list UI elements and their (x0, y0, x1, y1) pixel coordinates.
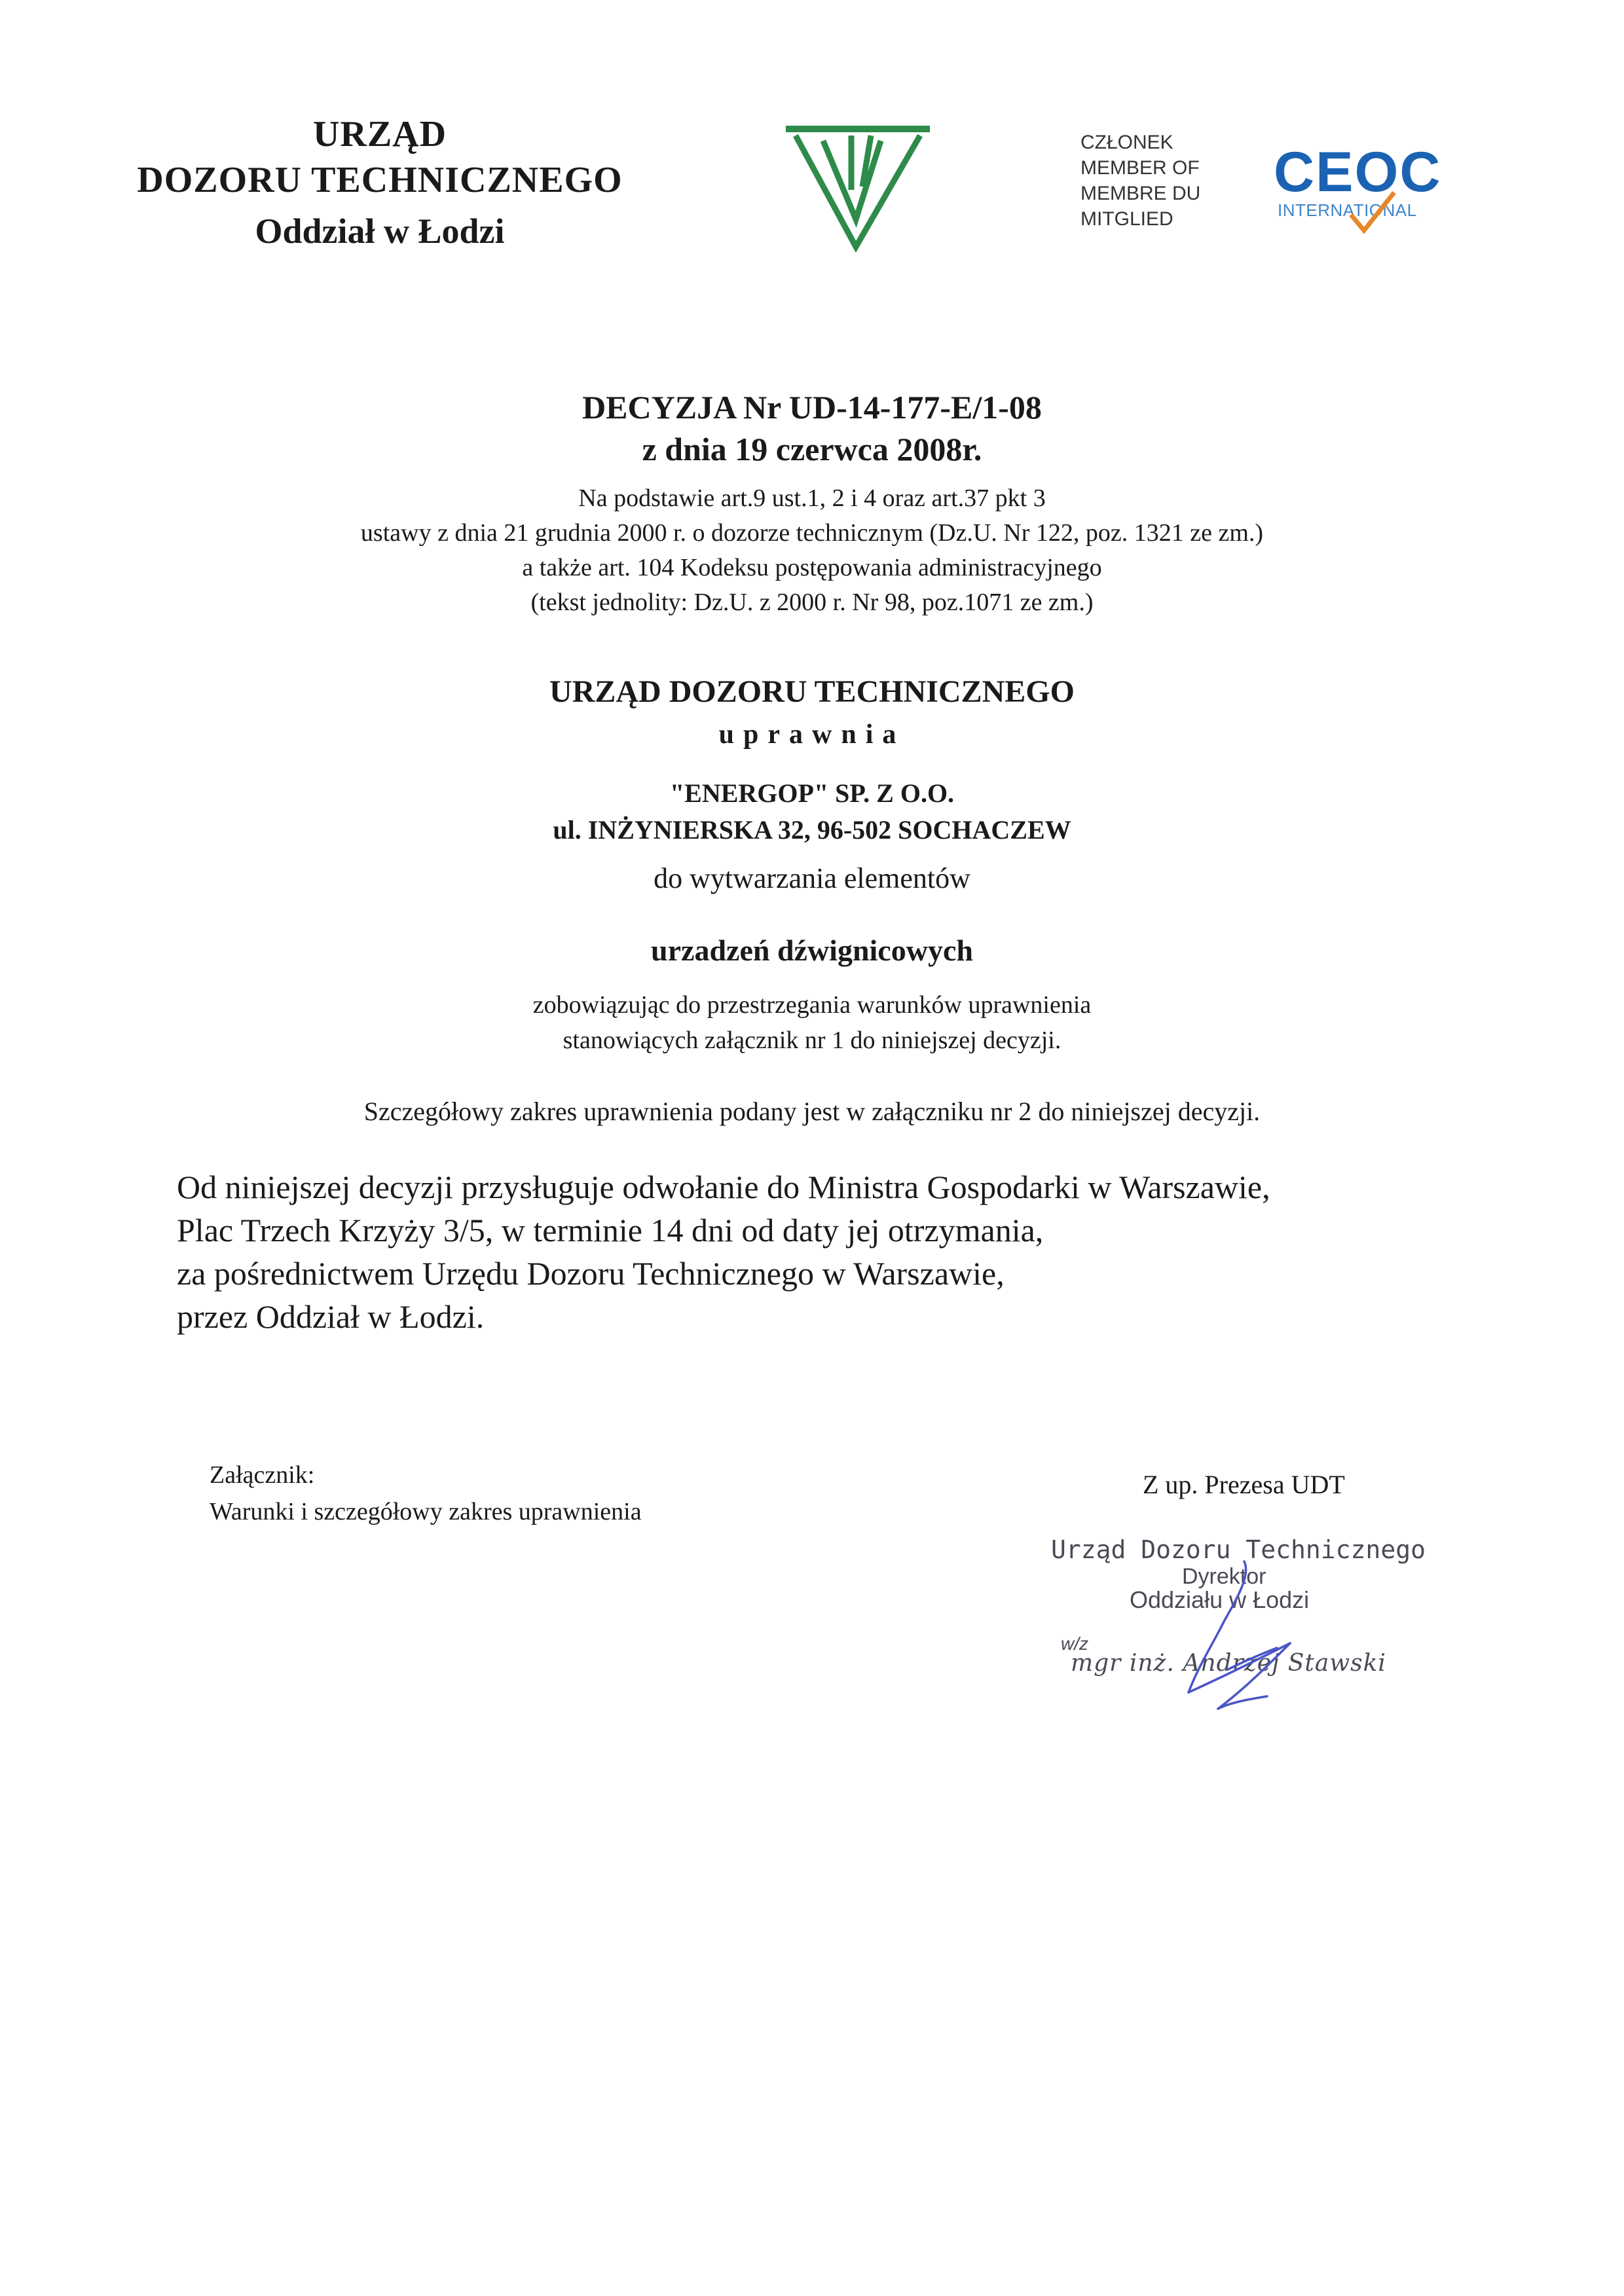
legal-basis-line: Na podstawie art.9 ust.1, 2 i 4 oraz art.37 pkt 3 (578, 484, 1046, 512)
ceoc-logo-subtitle: INTERNATIONAL (1278, 200, 1417, 220)
scope-item: urzadzeń dźwignicowych (651, 934, 973, 967)
conditions-line: zobowiązując do przestrzegania warunków uprawnienia (532, 991, 1092, 1019)
issuer-line-2: DOZORU TECHNICZNEGO (137, 160, 623, 200)
stamp-line-2: Dyrektor (1182, 1564, 1266, 1589)
ceoc-logo-word: CEOC (1274, 141, 1442, 204)
company-name: "ENERGOP" SP. Z O.O. (669, 778, 955, 808)
legal-basis (0, 481, 1624, 620)
issuer-header (98, 111, 661, 259)
grant-block (0, 669, 1624, 848)
decision-heading (0, 386, 1624, 470)
checkmark-icon (1346, 189, 1398, 234)
on-behalf-mark: w/z (1061, 1633, 1088, 1654)
scope-detail-note: Szczegółowy zakres uprawnienia podany jest w załączniku nr 2 do niniejszej decyzji. (363, 1097, 1261, 1126)
issuer-line-1: URZĄD (312, 114, 447, 155)
stamp-line-3: Oddziału w Łodzi (1130, 1586, 1310, 1613)
appeal-line: za pośrednictwem Urzędu Dozoru Technicznego w Warszawie, (177, 1255, 1005, 1292)
ceoc-logo (1274, 141, 1442, 241)
attachment-text: Warunki i szczegółowy zakres uprawnienia (210, 1498, 642, 1525)
attachment-label: Załącznik: (210, 1461, 315, 1489)
member-line: MEMBER OF (1080, 157, 1200, 179)
stamp-line-1: Urząd Dozoru Technicznego (1051, 1535, 1426, 1564)
udt-logo (783, 121, 933, 252)
ceoc-membership-text (1080, 130, 1200, 232)
scope-intro: do wytwarzania elementów (654, 862, 970, 894)
decision-number: DECYZJA Nr UD-14-177-E/1-08 (582, 389, 1042, 426)
conditions (0, 987, 1624, 1058)
attachment-note (210, 1457, 642, 1530)
company-address: ul. INŻYNIERSKA 32, 96-502 SOCHACZEW (553, 815, 1071, 845)
grant-verb: uprawnia (718, 720, 906, 750)
handwritten-signature (1126, 1535, 1362, 1725)
granting-authority: URZĄD DOZORU TECHNICZNEGO (549, 674, 1075, 709)
legal-basis-line: ustawy z dnia 21 grudnia 2000 r. o dozorze technicznym (Dz.U. Nr 122, poz. 1321 ze zm.) (360, 519, 1264, 547)
conditions-line: stanowiących załącznik nr 1 do niniejszej decyzji. (563, 1027, 1061, 1054)
member-line: CZŁONEK (1080, 132, 1173, 153)
signer-name: mgr inż. Andrzej Stawski (1071, 1650, 1386, 1677)
appeal-line: Plac Trzech Krzyży 3/5, w terminie 14 dni od daty jej otrzymania, (177, 1212, 1044, 1248)
decision-date: z dnia 19 czerwca 2008r. (642, 431, 982, 467)
udt-logo-v-outer (796, 136, 920, 247)
appeal-notice (177, 1165, 1454, 1338)
legal-basis-line: (tekst jednolity: Dz.U. z 2000 r. Nr 98, poz.1071 ze zm.) (530, 589, 1094, 616)
issuer-branch: Oddział w Łodzi (255, 211, 505, 251)
legal-basis-line: a także art. 104 Kodeksu postępowania administracyjnego (522, 554, 1102, 581)
appeal-line: przez Oddział w Łodzi. (177, 1298, 485, 1335)
signatory-line: Z up. Prezesa UDT (1143, 1470, 1345, 1499)
appeal-line: Od niniejszej decyzji przysługuje odwołanie do Ministra Gospodarki w Warszawie, (177, 1169, 1270, 1205)
member-line: MITGLIED (1080, 208, 1173, 230)
member-line: MEMBRE DU (1080, 183, 1201, 204)
